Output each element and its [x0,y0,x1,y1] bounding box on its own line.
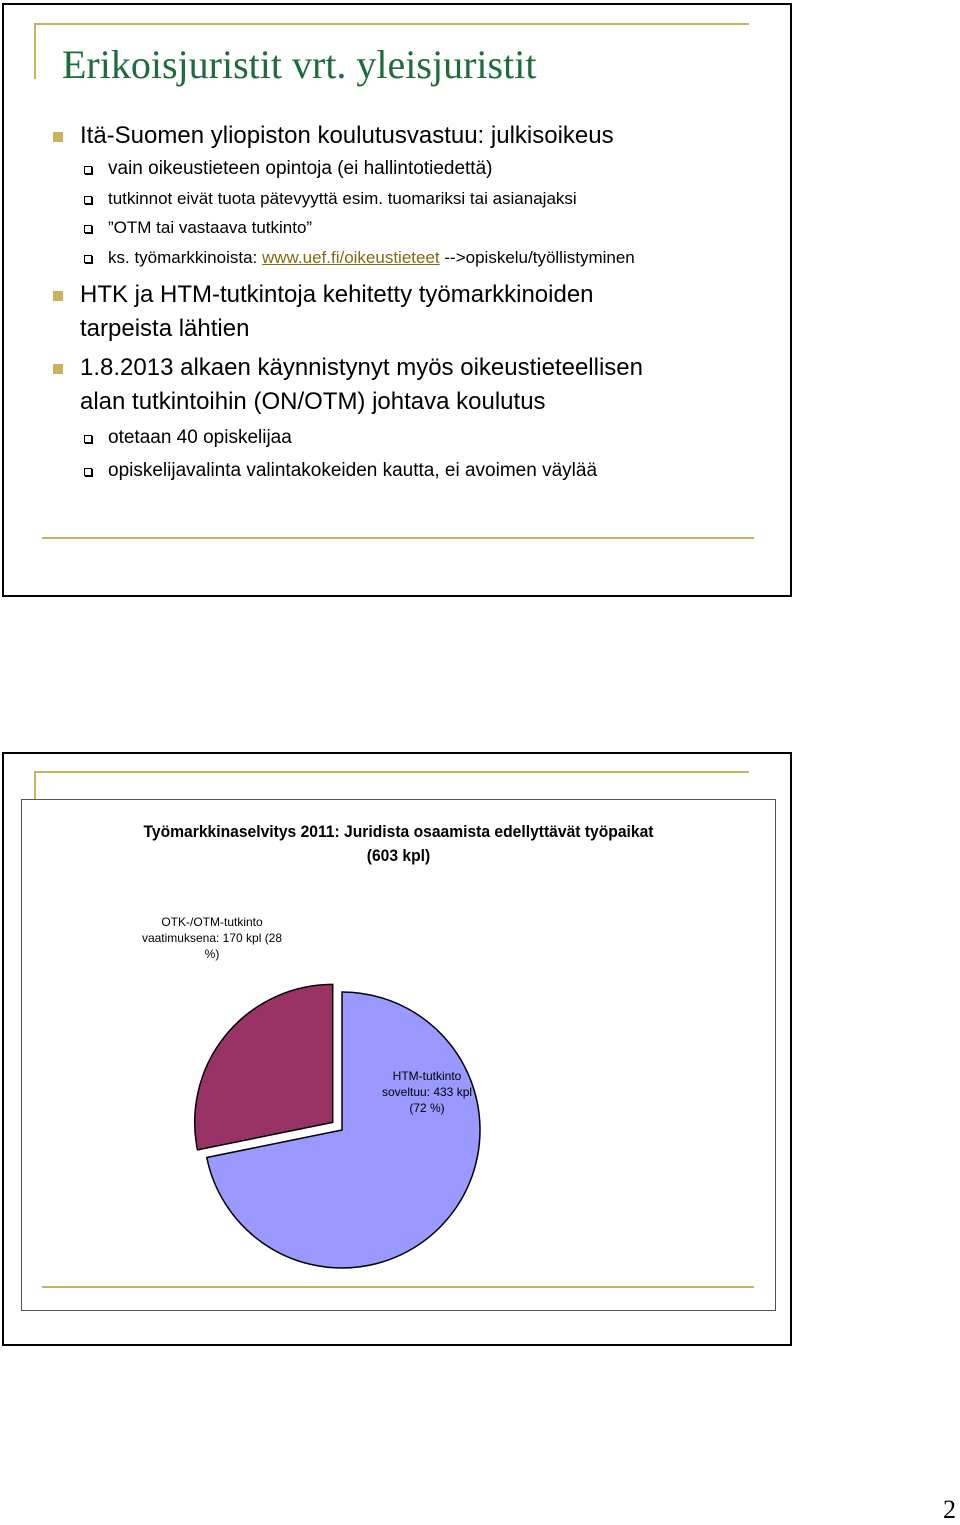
slide-title: Erikoisjuristit vrt. yleisjuristit [62,42,537,87]
checkbox-bullet-icon [84,435,92,443]
chart-title: Työmarkkinaselvitys 2011: Juridista osaamista edellyttävät työpaikat (603 kpl) [52,820,745,868]
chart-subtitle: (603 kpl) [366,846,431,865]
pie-chart [21,799,776,1311]
sub-bullet-item: ks. työmarkkinoista: www.uef.fi/oikeustieteet -->opiskelu/työllistyminen [108,246,635,270]
slide-footer-line [42,537,754,539]
slide-1 [2,3,792,597]
slide-decoration-line [34,771,749,773]
checkbox-bullet-icon [84,468,92,476]
checkbox-bullet-icon [84,166,92,174]
square-bullet-icon [53,291,63,301]
page-number: 2 [943,1495,956,1524]
pie-slice-otk [195,984,333,1149]
checkbox-bullet-icon [84,255,92,263]
checkbox-bullet-icon [84,225,92,233]
square-bullet-icon [53,132,63,142]
bullet-item: Itä-Suomen yliopiston koulutusvastuu: julkisoikeus [80,119,760,153]
slide-footer-line [42,1286,754,1288]
uef-link[interactable]: www.uef.fi/oikeustieteet [262,248,440,267]
slide-2 [2,752,792,1346]
slice-label-htm: HTM-tutkinto soveltuu: 433 kpl (72 %) [381,1069,473,1115]
slide-decoration-line [34,771,36,799]
slide-decoration-line [34,23,36,79]
slice-label-otk: OTK-/OTM-tutkinto vaatimuksena: 170 kpl (28 %) [141,915,283,961]
sub-bullet-item: tutkinnot eivät tuota pätevyyttä esim. tuomariksi tai asianajaksi [108,187,577,211]
sub-bullet-item: vain oikeustieteen opintoja (ei hallintotiedettä) [108,157,492,181]
bullet-item: 1.8.2013 alkaen käynnistynyt myös oikeustieteellisen alan tutkintoihin (ON/OTM) johtava koulutus [80,351,760,419]
slide-decoration-line [34,23,749,25]
square-bullet-icon [53,364,63,374]
checkbox-bullet-icon [84,196,92,204]
sub-bullet-item: ”OTM tai vastaava tutkinto” [108,216,312,240]
pie-chart-svg [22,800,775,1310]
bullet-item: HTK ja HTM-tutkintoja kehitetty työmarkkinoiden tarpeista lähtien [80,278,760,346]
sub-bullet-item: otetaan 40 opiskelijaa [108,426,292,450]
sub-bullet-item: opiskelijavalinta valintakokeiden kautta, ei avoimen väylää [108,459,597,483]
